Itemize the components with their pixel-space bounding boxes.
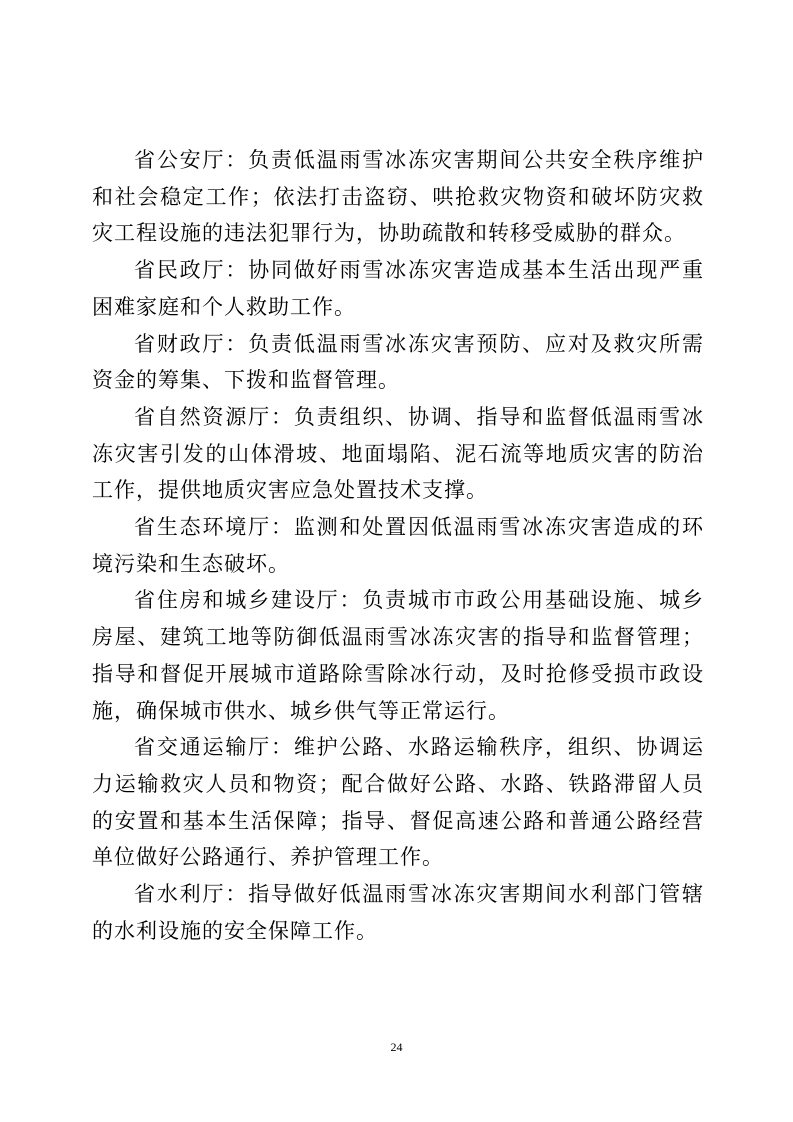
paragraph-housing-construction: 省住房和城乡建设厅：负责城市市政公用基础设施、城乡房屋、建筑工地等防御低温雨雪冰冻灾害的指导和监督管理；指导和督促开展城市道路除雪除冰行动，及时抢修受损市政设施，确保城市供水、城乡供气等正常运行。 [92,588,704,723]
paragraph-water-resources: 省水利厅：指导做好低温雨雪冰冻灾害期间水利部门管辖的水利设施的安全保障工作。 [92,882,704,943]
paragraph-finance: 省财政厅：负责低温雨雪冰冻灾害预防、应对及救灾所需资金的筹集、下拨和监督管理。 [92,331,704,393]
paragraph-public-security: 省公安厅：负责低温雨雪冰冻灾害期间公共安全秩序维护和社会稳定工作；依法打击盗窃、哄抢救灾物资和破坏防灾救灾工程设施的违法犯罪行为，协助疏散和转移受威胁的群众。 [92,148,704,246]
paragraph-ecology-environment: 省生态环境厅：监测和处置因低温雨雪冰冻灾害造成的环境污染和生态破坏。 [92,515,704,576]
page-number: 24 [390,1040,403,1054]
paragraph-natural-resources: 省自然资源厅：负责组织、协调、指导和监督低温雨雪冰冻灾害引发的山体滑坡、地面塌陷、泥石流等地质灾害的防治工作，提供地质灾害应急处置技术支撑。 [92,404,704,503]
paragraph-civil-affairs: 省民政厅：协同做好雨雪冰冻灾害造成基本生活出现严重困难家庭和个人救助工作。 [92,258,704,319]
paragraph-transportation: 省交通运输厅：维护公路、水路运输秩序，组织、协调运力运输救灾人员和物资；配合做好公路、水路、铁路滞留人员的安置和基本生活保障；指导、督促高速公路和普通公路经营单位做好公路通行、养护管理工作。 [92,735,704,870]
document-body [92,142,704,949]
